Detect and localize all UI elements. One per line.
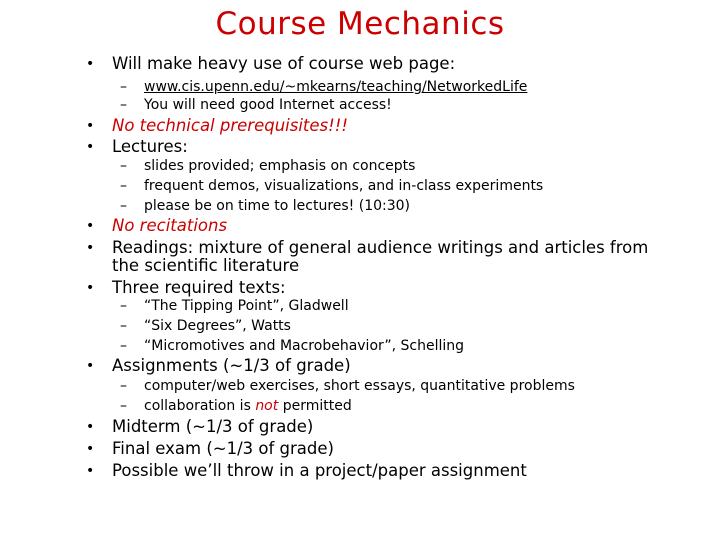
text-micromotives: “Micromotives and Macrobehavior”, Schelling [144, 338, 465, 354]
bullet-icon: • [86, 139, 95, 155]
dash-icon: – [120, 338, 127, 354]
item-lectures: Lectures: [112, 137, 188, 156]
text-six-degrees: “Six Degrees”, Watts [144, 318, 291, 334]
bullet-icon: • [86, 358, 95, 374]
bullet-icon: • [86, 218, 95, 234]
slide-title: Course Mechanics [215, 6, 505, 42]
dash-icon: – [120, 178, 127, 194]
item-readings: Readings: mixture of general audience writings and articles from [112, 238, 649, 257]
bullet-icon: • [86, 441, 95, 457]
dash-icon: – [120, 198, 127, 214]
dash-icon: – [120, 378, 127, 394]
item-prereq: No technical prerequisites!!! [112, 116, 348, 135]
dash-icon: – [120, 398, 127, 414]
item-texts: Three required texts: [112, 278, 286, 297]
bullet-icon: • [86, 463, 95, 479]
bullet-icon: • [86, 118, 95, 134]
item-webpage: Will make heavy use of course web page: [112, 54, 456, 73]
collab-not: not [255, 398, 279, 414]
collab-text-c: permitted [282, 398, 352, 414]
lecture-on-time: please be on time to lectures! (10:30) [144, 198, 410, 214]
dash-icon: – [120, 97, 127, 113]
collab-text-a: collaboration is [144, 398, 251, 414]
lecture-slides: slides provided; emphasis on concepts [144, 158, 416, 174]
item-project: Possible we’ll throw in a project/paper assignment [112, 461, 527, 480]
assignment-collaboration [144, 397, 352, 415]
dash-icon: – [120, 158, 127, 174]
assignment-types: computer/web exercises, short essays, quantitative problems [144, 378, 575, 394]
lecture-demos: frequent demos, visualizations, and in-class experiments [144, 178, 544, 194]
item-recitations: No recitations [112, 216, 228, 235]
text-tipping-point: “The Tipping Point”, Gladwell [144, 298, 349, 314]
course-url-link[interactable]: www.cis.upenn.edu/~mkearns/teaching/NetworkedLife [144, 79, 528, 95]
item-midterm: Midterm (~1/3 of grade) [112, 417, 314, 436]
item-final: Final exam (~1/3 of grade) [112, 439, 334, 458]
bullet-icon: • [86, 280, 95, 296]
dash-icon: – [120, 298, 127, 314]
item-internet: You will need good Internet access! [144, 97, 392, 113]
bullet-icon: • [86, 240, 95, 256]
bullet-icon: • [86, 56, 95, 72]
item-assignments: Assignments (~1/3 of grade) [112, 356, 351, 375]
bullet-icon: • [86, 419, 95, 435]
dash-icon: – [120, 318, 127, 334]
dash-icon: – [120, 79, 127, 95]
item-readings-cont: the scientific literature [112, 256, 300, 275]
